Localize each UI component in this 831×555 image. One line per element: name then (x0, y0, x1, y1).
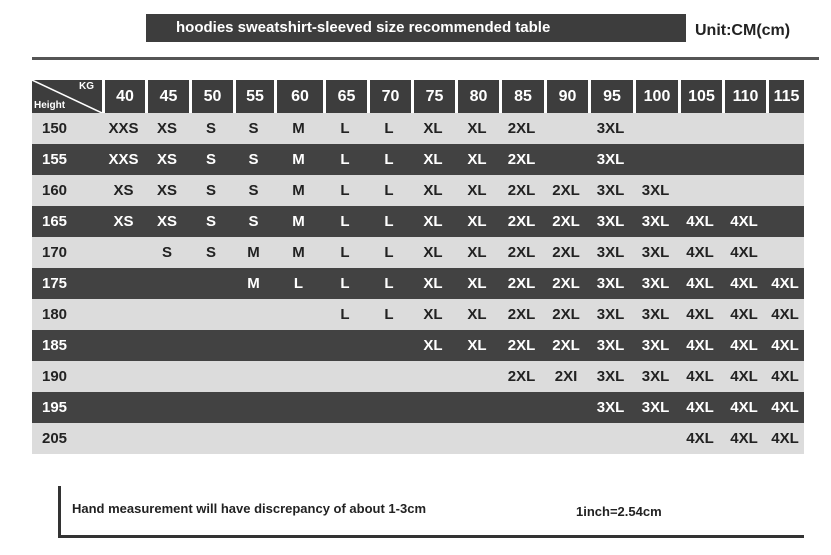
size-cell: S (233, 206, 274, 237)
size-cell (102, 361, 145, 392)
size-cell (145, 361, 189, 392)
size-cell: 4XL (766, 268, 804, 299)
size-cell: 4XL (678, 237, 722, 268)
weight-header-65: 65 (323, 80, 367, 113)
size-cell: L (323, 268, 367, 299)
size-cell: XL (455, 237, 499, 268)
size-cell: L (367, 144, 411, 175)
size-cell (102, 299, 145, 330)
weight-header-115: 115 (766, 80, 804, 113)
note-box (58, 486, 804, 538)
size-cell: 4XL (722, 330, 766, 361)
size-cell (455, 361, 499, 392)
size-cell (766, 206, 804, 237)
size-cell: 3XL (588, 268, 633, 299)
size-cell (678, 144, 722, 175)
weight-header-60: 60 (274, 80, 323, 113)
size-cell: XS (145, 144, 189, 175)
size-cell (145, 392, 189, 423)
size-cell: S (189, 237, 233, 268)
size-cell: XL (455, 330, 499, 361)
size-cell (145, 423, 189, 454)
size-cell (145, 330, 189, 361)
size-cell: 4XL (766, 392, 804, 423)
size-cell (323, 423, 367, 454)
size-cell: 4XL (722, 299, 766, 330)
height-cell: 160 (32, 175, 102, 206)
size-cell (189, 299, 233, 330)
note-bottom-border (58, 535, 804, 538)
weight-header-75: 75 (411, 80, 455, 113)
size-cell: M (274, 237, 323, 268)
table-row (32, 392, 804, 423)
size-cell (411, 423, 455, 454)
size-cell: S (233, 175, 274, 206)
height-cell: 205 (32, 423, 102, 454)
size-cell (367, 423, 411, 454)
size-cell: 2XL (544, 237, 588, 268)
table-title: hoodies sweatshirt-sleeved size recommended table (146, 14, 686, 42)
size-cell: XL (411, 330, 455, 361)
unit-label: Unit:CM(cm) (695, 22, 791, 39)
size-cell: 4XL (722, 423, 766, 454)
size-cell: 2XL (544, 330, 588, 361)
size-cell: 3XL (633, 268, 678, 299)
size-cell: M (274, 144, 323, 175)
size-cell: 2XL (499, 144, 544, 175)
size-cell: L (323, 113, 367, 144)
size-cell: XL (411, 299, 455, 330)
size-cell (766, 237, 804, 268)
weight-header-85: 85 (499, 80, 544, 113)
size-cell: 3XL (588, 144, 633, 175)
size-cell (274, 423, 323, 454)
header-row (32, 80, 804, 113)
height-cell: 190 (32, 361, 102, 392)
size-cell (367, 392, 411, 423)
size-cell: XL (455, 206, 499, 237)
size-cell (455, 392, 499, 423)
size-cell (367, 361, 411, 392)
size-cell: XL (411, 144, 455, 175)
height-cell: 170 (32, 237, 102, 268)
height-cell: 155 (32, 144, 102, 175)
size-cell: 4XL (678, 392, 722, 423)
table-row (32, 268, 804, 299)
size-cell: 4XL (722, 206, 766, 237)
size-cell (189, 268, 233, 299)
size-cell: L (367, 113, 411, 144)
size-cell (102, 423, 145, 454)
table-row (32, 175, 804, 206)
weight-header-80: 80 (455, 80, 499, 113)
size-cell (499, 423, 544, 454)
size-cell (544, 423, 588, 454)
size-cell (633, 113, 678, 144)
height-cell: 185 (32, 330, 102, 361)
note-left-border (58, 486, 61, 536)
size-cell (455, 423, 499, 454)
size-cell (274, 361, 323, 392)
size-cell: S (189, 206, 233, 237)
size-cell: XS (102, 206, 145, 237)
height-cell: 165 (32, 206, 102, 237)
table-row (32, 299, 804, 330)
size-cell: XS (145, 206, 189, 237)
inch-conversion: 1inch=2.54cm (576, 504, 662, 519)
size-cell: XL (455, 299, 499, 330)
size-cell: XL (411, 237, 455, 268)
size-cell: XL (455, 175, 499, 206)
size-cell: S (189, 144, 233, 175)
size-cell: 2XL (544, 268, 588, 299)
size-cell (189, 392, 233, 423)
size-cell (274, 330, 323, 361)
size-cell: XL (455, 144, 499, 175)
table-row (32, 206, 804, 237)
weight-header-50: 50 (189, 80, 233, 113)
size-table (32, 80, 804, 454)
size-cell: M (274, 113, 323, 144)
size-cell: 4XL (678, 330, 722, 361)
size-cell: 2XL (499, 113, 544, 144)
table-row (32, 113, 804, 144)
measurement-note: Hand measurement will have discrepancy of about 1-3cm (72, 501, 427, 516)
size-cell (544, 392, 588, 423)
size-cell: S (233, 144, 274, 175)
size-cell: 3XL (633, 206, 678, 237)
size-cell (766, 175, 804, 206)
size-cell: 2XL (499, 330, 544, 361)
size-cell (766, 144, 804, 175)
size-cell (145, 299, 189, 330)
height-cell: 195 (32, 392, 102, 423)
top-divider (32, 57, 819, 60)
size-cell: 4XL (678, 206, 722, 237)
size-cell: XS (145, 113, 189, 144)
size-cell: L (274, 268, 323, 299)
size-cell (722, 113, 766, 144)
size-cell: S (189, 175, 233, 206)
table-row (32, 361, 804, 392)
size-cell: 2XL (499, 361, 544, 392)
size-cell (102, 268, 145, 299)
size-cell (323, 361, 367, 392)
size-cell: L (323, 206, 367, 237)
size-cell (102, 392, 145, 423)
size-cell: 2XL (499, 299, 544, 330)
size-cell: 3XL (588, 237, 633, 268)
size-cell (411, 361, 455, 392)
size-cell (274, 392, 323, 423)
size-cell: S (145, 237, 189, 268)
size-cell: XL (411, 268, 455, 299)
size-cell: 4XL (722, 268, 766, 299)
size-cell: L (323, 144, 367, 175)
size-cell: XL (411, 175, 455, 206)
size-cell: 3XL (588, 299, 633, 330)
size-cell (145, 268, 189, 299)
size-cell: 4XL (766, 299, 804, 330)
size-cell (102, 330, 145, 361)
height-cell: 180 (32, 299, 102, 330)
size-cell (411, 392, 455, 423)
weight-header-45: 45 (145, 80, 189, 113)
weight-header-55: 55 (233, 80, 274, 113)
size-cell: M (274, 206, 323, 237)
size-cell (633, 423, 678, 454)
size-cell: 3XL (588, 175, 633, 206)
size-cell (588, 423, 633, 454)
size-cell: L (367, 175, 411, 206)
size-cell (233, 330, 274, 361)
size-cell (102, 237, 145, 268)
size-cell: 4XL (766, 423, 804, 454)
size-cell: M (274, 175, 323, 206)
size-cell: XL (411, 113, 455, 144)
size-cell: 4XL (766, 330, 804, 361)
size-cell (499, 392, 544, 423)
size-cell: XS (145, 175, 189, 206)
size-cell: 3XL (633, 330, 678, 361)
size-cell (544, 113, 588, 144)
weight-header-40: 40 (102, 80, 145, 113)
size-cell (633, 144, 678, 175)
weight-header-110: 110 (722, 80, 766, 113)
size-cell: 3XL (633, 392, 678, 423)
size-cell (766, 113, 804, 144)
size-cell: 3XL (633, 299, 678, 330)
kg-axis-label: KG (79, 81, 94, 92)
size-cell: 4XL (722, 361, 766, 392)
size-cell: 2XL (499, 175, 544, 206)
size-cell: XL (455, 268, 499, 299)
size-cell: L (323, 299, 367, 330)
size-cell (233, 299, 274, 330)
size-cell: 2XL (499, 237, 544, 268)
table-row (32, 237, 804, 268)
size-cell: 2XL (499, 268, 544, 299)
size-cell (722, 175, 766, 206)
size-cell: 3XL (588, 392, 633, 423)
size-cell (323, 330, 367, 361)
size-cell: M (233, 268, 274, 299)
weight-header-95: 95 (588, 80, 633, 113)
size-cell (274, 299, 323, 330)
table-row (32, 144, 804, 175)
size-cell: 2XL (544, 175, 588, 206)
size-cell: 4XL (678, 268, 722, 299)
size-cell: L (367, 237, 411, 268)
weight-header-105: 105 (678, 80, 722, 113)
size-cell: 4XL (678, 299, 722, 330)
size-cell: 2XI (544, 361, 588, 392)
corner-header (32, 80, 102, 113)
size-cell: 2XL (544, 299, 588, 330)
size-cell: M (233, 237, 274, 268)
size-cell (189, 423, 233, 454)
size-cell (722, 144, 766, 175)
size-cell: XL (455, 113, 499, 144)
size-cell: 3XL (633, 237, 678, 268)
size-cell: 3XL (588, 206, 633, 237)
height-cell: 175 (32, 268, 102, 299)
size-cell: 4XL (678, 361, 722, 392)
size-cell (233, 423, 274, 454)
table-row (32, 423, 804, 454)
height-cell: 150 (32, 113, 102, 144)
size-cell: 3XL (633, 361, 678, 392)
size-cell: 2XL (499, 206, 544, 237)
size-cell (367, 330, 411, 361)
weight-header-70: 70 (367, 80, 411, 113)
size-cell: 4XL (678, 423, 722, 454)
size-cell (189, 330, 233, 361)
size-cell: L (367, 268, 411, 299)
size-cell: 4XL (722, 237, 766, 268)
size-cell: XL (411, 206, 455, 237)
size-cell (678, 113, 722, 144)
size-cell: 3XL (588, 361, 633, 392)
size-cell: XS (102, 175, 145, 206)
size-cell (544, 144, 588, 175)
table-row (32, 330, 804, 361)
size-cell (233, 361, 274, 392)
size-cell: 4XL (722, 392, 766, 423)
size-cell: L (323, 237, 367, 268)
size-cell: S (189, 113, 233, 144)
size-cell (678, 175, 722, 206)
size-cell: 2XL (544, 206, 588, 237)
size-cell (323, 392, 367, 423)
size-cell: 4XL (766, 361, 804, 392)
size-cell: 3XL (633, 175, 678, 206)
size-cell (233, 392, 274, 423)
weight-header-100: 100 (633, 80, 678, 113)
size-cell: XXS (102, 144, 145, 175)
size-cell: XXS (102, 113, 145, 144)
height-axis-label: Height (34, 100, 66, 111)
weight-header-90: 90 (544, 80, 588, 113)
size-cell: S (233, 113, 274, 144)
size-cell: L (323, 175, 367, 206)
size-cell: 3XL (588, 330, 633, 361)
size-cell (189, 361, 233, 392)
size-cell: L (367, 299, 411, 330)
size-cell: L (367, 206, 411, 237)
size-cell: 3XL (588, 113, 633, 144)
